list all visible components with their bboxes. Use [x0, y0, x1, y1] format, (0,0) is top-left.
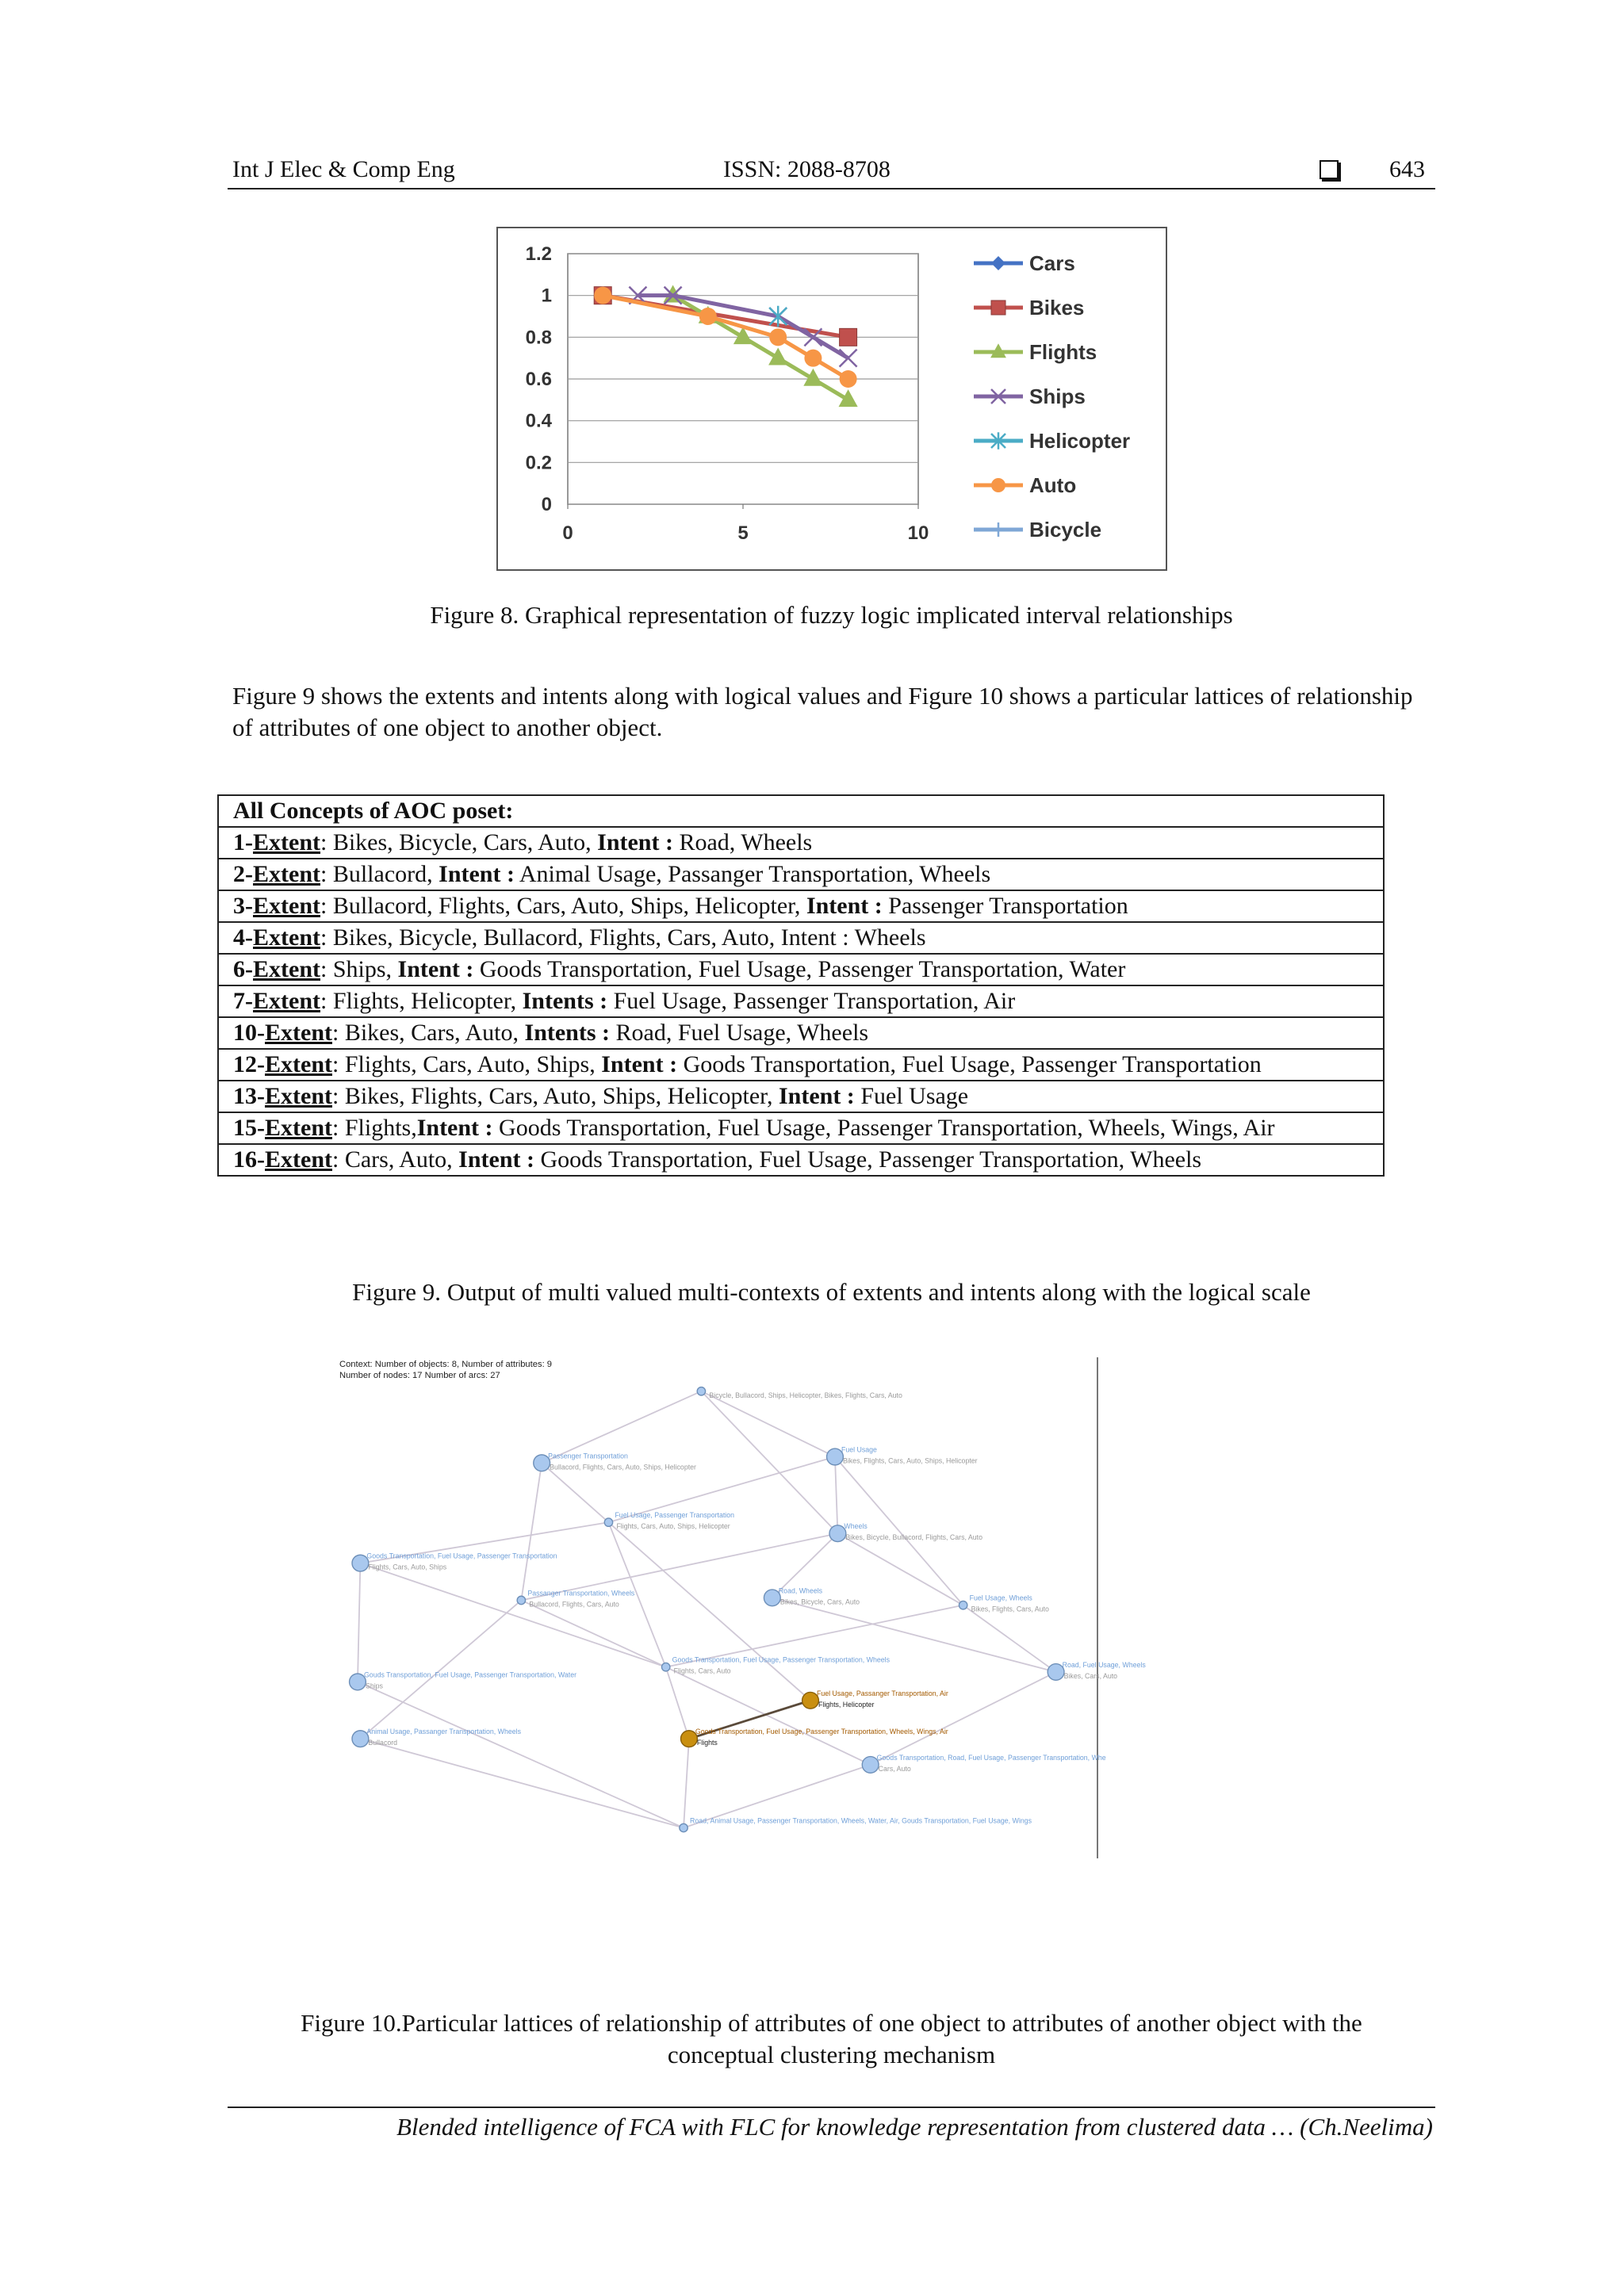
- intent-label: Intent :: [597, 829, 673, 855]
- running-head-issn: ISSN: 2088-8708: [723, 156, 891, 182]
- extent-label: Extent: [253, 956, 320, 982]
- legend-label: Bicycle: [1029, 518, 1102, 541]
- lattice-edge: [701, 1391, 835, 1457]
- lattice-node[interactable]: [517, 1589, 635, 1608]
- node-extent-label: Bicycle, Bullacord, Ships, Helicopter, Bikes, Flights, Cars, Auto: [709, 1391, 902, 1399]
- node-intent-label: Goods Transportation, Fuel Usage, Passenger Transportation: [366, 1552, 557, 1560]
- extent-text: : Flights, Cars, Auto, Ships,: [332, 1051, 602, 1077]
- intent-text: Animal Usage, Passanger Transportation, Wheels: [514, 861, 991, 887]
- legend-entry: [974, 385, 1086, 408]
- intent-text: Road, Wheels: [672, 829, 813, 855]
- node-circle[interactable]: [661, 1663, 669, 1670]
- extent-label: Extent: [253, 893, 320, 919]
- concept-number: 10-: [233, 1020, 265, 1046]
- data-point: [804, 350, 822, 367]
- node-intent-label: Fuel Usage, Passenger Transportation: [615, 1511, 735, 1520]
- lattice-edge: [666, 1667, 871, 1765]
- extent-text: : Bullacord,: [320, 861, 439, 887]
- node-intent-label: Goods Transportation, Fuel Usage, Passenger Transportation, Wheels: [672, 1655, 891, 1664]
- data-point: [769, 328, 787, 346]
- figure-10-caption-1: Figure 10.Particular lattices of relationship of attributes of one object to attributes of another object with the: [301, 2009, 1362, 2037]
- table-row: [218, 954, 1384, 985]
- node-intent-label: Goods Transportation, Road, Fuel Usage, Passenger Transportation, Whe: [876, 1753, 1106, 1762]
- extent-text: : Cars, Auto,: [332, 1146, 459, 1173]
- node-extent-label: Bikes, Cars, Auto: [1063, 1671, 1118, 1680]
- node-extent-label: Bikes, Bicycle, Cars, Auto: [779, 1598, 860, 1606]
- concept-cell: [218, 827, 1384, 859]
- footer-rule: [228, 2107, 1435, 2108]
- legend-label: Auto: [1029, 473, 1077, 497]
- y-tick-label: 1.2: [525, 243, 552, 265]
- x-tick-label: 10: [907, 522, 929, 544]
- node-intent-label: Road, Animal Usage, Passenger Transportation, Wheels, Water, Air, Gouds Transportation, Fuel Usage, Wings: [690, 1816, 1032, 1825]
- extent-label: Extent: [253, 861, 320, 887]
- node-intent-label: Road, Fuel Usage, Wheels: [1062, 1660, 1146, 1669]
- extent-label: Extent: [253, 829, 320, 855]
- node-extent-label: Bikes, Bicycle, Bullacord, Flights, Cars, Auto: [845, 1533, 982, 1542]
- concept-number: 6-: [233, 956, 253, 982]
- lattice-edge: [835, 1456, 837, 1533]
- legend-entry: [974, 429, 1130, 453]
- lattice-node[interactable]: [829, 1522, 982, 1541]
- table-row: [218, 985, 1384, 1017]
- table-row: [218, 1081, 1384, 1112]
- y-tick-label: 1: [541, 285, 552, 307]
- node-extent-label: Flights, Cars, Auto, Ships, Helicopter: [616, 1522, 730, 1531]
- intent-label: Intent :: [458, 1146, 535, 1173]
- concept-number: 3-: [233, 893, 253, 919]
- legend-entry: [974, 473, 1076, 497]
- node-extent-label: Cars, Auto: [878, 1764, 911, 1773]
- extent-label: Extent: [253, 924, 320, 951]
- node-intent-label: Road, Wheels: [778, 1586, 823, 1595]
- table-row: [218, 827, 1384, 859]
- table-row: [218, 922, 1384, 954]
- figure-8-chart: [496, 227, 1167, 571]
- legend-label: Flights: [1029, 340, 1097, 364]
- figure-9-caption: Figure 9. Output of multi valued multi-contexts of extents and intents along with the logical scale: [352, 1278, 1311, 1306]
- legend-label: Helicopter: [1029, 429, 1131, 453]
- data-point: [594, 287, 611, 304]
- concept-number: 1-: [233, 829, 253, 855]
- concept-cell: [218, 1081, 1384, 1112]
- lattice-node[interactable]: [862, 1754, 1105, 1773]
- y-tick-label: 0.8: [525, 327, 552, 349]
- node-circle[interactable]: [604, 1518, 612, 1526]
- node-intent-label: Goods Transportation, Fuel Usage, Passenger Transportation, Wheels, Wings, Air: [695, 1728, 948, 1736]
- intent-text: Fuel Usage, Passenger Transportation, Air: [607, 988, 1016, 1014]
- concept-number: 16-: [233, 1146, 265, 1173]
- concept-cell: [218, 1112, 1384, 1144]
- node-intent-label: Passenger Transportation: [548, 1452, 628, 1460]
- chart-svg: [498, 228, 1166, 569]
- intent-text: Goods Transportation, Fuel Usage, Passenger Transportation, Wheels: [534, 1146, 1202, 1173]
- lattice-edge: [542, 1463, 608, 1522]
- node-circle[interactable]: [680, 1823, 688, 1831]
- concept-number: 15-: [233, 1115, 265, 1141]
- x-tick-label: 0: [562, 522, 573, 544]
- data-point: [991, 478, 1005, 492]
- node-extent-label: Ships: [365, 1682, 383, 1690]
- y-tick-label: 0.2: [525, 452, 552, 474]
- figure-10-lattice: [333, 1354, 1332, 1988]
- node-intent-label: Fuel Usage, Wheels: [969, 1594, 1032, 1602]
- intent-label: Intent :: [397, 956, 474, 982]
- data-point: [991, 256, 1005, 270]
- data-point: [840, 328, 857, 346]
- intent-text: Goods Transportation, Fuel Usage, Passenger Transportation, Wheels, Wings, Air: [492, 1115, 1275, 1141]
- lattice-node[interactable]: [604, 1511, 734, 1530]
- node-intent-label: Passanger Transportation, Wheels: [527, 1589, 635, 1598]
- extent-text: : Ships,: [320, 956, 398, 982]
- table-row: [218, 1017, 1384, 1049]
- intent-text: Goods Transportation, Fuel Usage, Passenger Transportation, Water: [473, 956, 1126, 982]
- legend-entry: [974, 518, 1101, 541]
- legend-label: Ships: [1029, 385, 1086, 408]
- lattice-node[interactable]: [827, 1445, 978, 1464]
- table-row: [218, 890, 1384, 922]
- data-point: [699, 308, 717, 325]
- concept-number: 7-: [233, 988, 253, 1014]
- node-intent-label: Animal Usage, Passanger Transportation, Wheels: [366, 1728, 522, 1736]
- concept-cell: [218, 1144, 1384, 1176]
- concept-cell: [218, 1017, 1384, 1049]
- lattice-edge: [521, 1600, 665, 1667]
- table-row: [218, 1112, 1384, 1144]
- lattice-svg: [333, 1354, 1332, 1988]
- intent-text: Goods Transportation, Fuel Usage, Passenger Transportation: [677, 1051, 1262, 1077]
- table-row: [218, 859, 1384, 890]
- lattice-node[interactable]: [802, 1689, 948, 1709]
- legend-label: Cars: [1029, 251, 1075, 275]
- node-extent-label: Bullacord, Flights, Cars, Auto, Ships, Helicopter: [550, 1463, 696, 1471]
- extent-text: : Bikes, Flights, Cars, Auto, Ships, Helicopter,: [332, 1083, 779, 1109]
- intent-text: Road, Fuel Usage, Wheels: [610, 1020, 869, 1046]
- concept-cell: [218, 954, 1384, 985]
- x-tick-label: 5: [737, 522, 749, 544]
- lattice-node[interactable]: [959, 1594, 1049, 1613]
- extent-label: Extent: [265, 1146, 332, 1173]
- extent-label: Extent: [265, 1020, 332, 1046]
- concept-cell: [218, 1049, 1384, 1081]
- running-footer: Blended intelligence of FCA with FLC for knowledge representation from clustered data … (Ch.Neelima): [396, 2113, 1433, 2141]
- header-rule: [228, 188, 1435, 189]
- running-head-journal: Int J Elec & Comp Eng: [232, 156, 455, 182]
- intent-label: Intent :: [806, 893, 883, 919]
- node-extent-label: Bullacord, Flights, Cars, Auto: [529, 1600, 619, 1609]
- table-heading-row: [218, 795, 1384, 827]
- node-circle[interactable]: [959, 1601, 967, 1609]
- extent-label: Extent: [265, 1115, 332, 1141]
- extent-label: Extent: [265, 1051, 332, 1077]
- intent-text: Fuel Usage: [854, 1083, 969, 1109]
- intent-label: Intents :: [522, 988, 608, 1014]
- intent-label: Intent :: [416, 1115, 493, 1141]
- intent-label: Intent :: [601, 1051, 678, 1077]
- page-box-icon: [1320, 160, 1339, 179]
- node-intent-label: Gouds Transportation, Fuel Usage, Passenger Transportation, Water: [363, 1670, 577, 1679]
- legend-entry: [974, 251, 1075, 275]
- lattice-edge: [963, 1605, 1056, 1672]
- extent-label: Extent: [253, 988, 320, 1014]
- concept-cell: [218, 985, 1384, 1017]
- concept-number: 4-: [233, 924, 253, 951]
- extent-text: : Bikes, Bicycle, Cars, Auto,: [320, 829, 598, 855]
- node-circle[interactable]: [697, 1387, 705, 1395]
- concept-cell: [218, 859, 1384, 890]
- node-extent-label: Bikes, Flights, Cars, Auto: [971, 1605, 1049, 1613]
- extent-text: : Bullacord, Flights, Cars, Auto, Ships, Helicopter,: [320, 893, 806, 919]
- lattice-edge: [360, 1600, 521, 1739]
- lattice-edge: [358, 1563, 360, 1682]
- lattice-edge: [835, 1456, 963, 1605]
- figure-10-caption-2: conceptual clustering mechanism: [667, 2041, 996, 2068]
- data-point: [991, 522, 1005, 537]
- lattice-node[interactable]: [697, 1387, 902, 1399]
- lattice-node[interactable]: [350, 1670, 577, 1689]
- concept-cell: [218, 890, 1384, 922]
- node-extent-label: Bikes, Flights, Cars, Auto, Ships, Helicopter: [842, 1456, 978, 1465]
- table-heading: All Concepts of AOC poset:: [233, 798, 514, 824]
- concept-number: 13-: [233, 1083, 265, 1109]
- lattice-edge: [837, 1533, 963, 1605]
- node-intent-label: Fuel Usage, Passanger Transportation, Air: [817, 1689, 948, 1697]
- node-extent-label: Flights, Cars, Auto, Ships: [368, 1563, 447, 1571]
- lattice-node[interactable]: [764, 1586, 860, 1605]
- lattice-edge: [684, 1739, 689, 1827]
- page-number: 643: [1389, 156, 1425, 182]
- lattice-edge: [360, 1739, 684, 1827]
- node-intent-label: Wheels: [844, 1522, 868, 1531]
- legend-entry: [974, 296, 1084, 320]
- table-row: [218, 1049, 1384, 1081]
- extent-text: : Flights, Helicopter,: [320, 988, 523, 1014]
- intent-text: Passenger Transportation: [882, 893, 1128, 919]
- intent-label: Intents :: [524, 1020, 611, 1046]
- extent-text: : Bikes, Bicycle, Bullacord, Flights, Cars, Auto, Intent : Wheels: [320, 924, 926, 951]
- extent-text: : Bikes, Cars, Auto,: [332, 1020, 525, 1046]
- context-info: Context: Number of objects: 8, Number of attributes: 9: [339, 1360, 553, 1369]
- concept-number: 12-: [233, 1051, 265, 1077]
- intent-label: Intent :: [778, 1083, 855, 1109]
- extent-text: : Flights,: [332, 1115, 417, 1141]
- node-extent-label: Flights, Helicopter: [818, 1700, 875, 1709]
- y-tick-label: 0: [541, 494, 552, 515]
- lattice-edge: [666, 1667, 689, 1739]
- y-tick-label: 0.6: [525, 369, 552, 390]
- extent-label: Extent: [265, 1083, 332, 1109]
- lattice-edge: [521, 1463, 542, 1600]
- concept-number: 2-: [233, 861, 253, 887]
- figure-8-caption: Figure 8. Graphical representation of fuzzy logic implicated interval relationships: [430, 601, 1233, 629]
- intent-label: Intent :: [439, 861, 515, 887]
- data-point: [991, 300, 1005, 315]
- lattice-edge: [358, 1682, 684, 1827]
- node-circle[interactable]: [517, 1596, 525, 1604]
- legend-entry: [974, 340, 1097, 364]
- lattice-node[interactable]: [661, 1656, 890, 1675]
- legend-label: Bikes: [1029, 296, 1085, 320]
- data-point: [840, 370, 857, 388]
- lattice-edge: [871, 1672, 1056, 1765]
- node-extent-label: Flights: [696, 1739, 718, 1747]
- lattice-node[interactable]: [534, 1452, 696, 1471]
- concept-cell: [218, 922, 1384, 954]
- y-tick-label: 0.4: [525, 410, 552, 432]
- node-extent-label: Bullacord: [368, 1739, 398, 1747]
- node-extent-label: Flights, Cars, Auto: [673, 1667, 731, 1675]
- lattice-node[interactable]: [680, 1816, 1032, 1831]
- nodes-info: Number of nodes: 17 Number of arcs: 27: [339, 1371, 500, 1380]
- table-row: [218, 1144, 1384, 1176]
- node-intent-label: Fuel Usage: [841, 1445, 877, 1454]
- intro-paragraph: Figure 9 shows the extents and intents along with logical values and Figure 10 shows a particular lattices of relationship of attributes of one object to another object.: [232, 682, 1413, 741]
- concepts-table: [217, 794, 1385, 1177]
